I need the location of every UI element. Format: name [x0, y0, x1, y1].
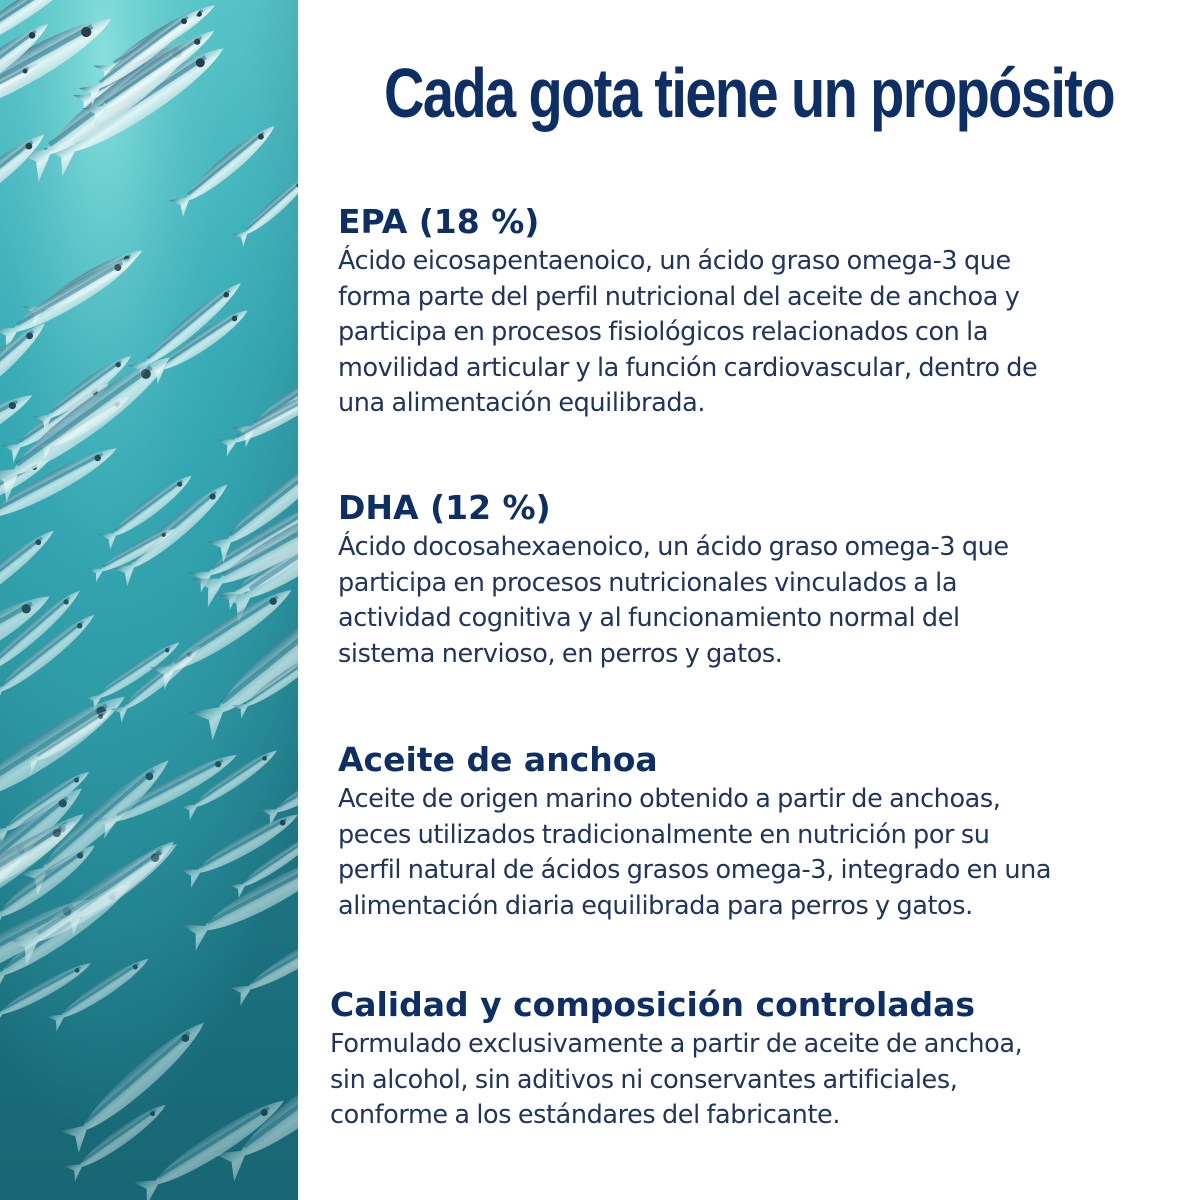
- section-anchovy-oil-line: peces utilizados tradicionalmente en nutrición por su: [338, 819, 990, 850]
- fish-school-photo: [0, 0, 298, 1200]
- section-epa-line: movilidad articular y la función cardiovascular, dentro de: [338, 352, 1038, 383]
- section-dha-line: sistema nervioso, en perros y gatos.: [338, 638, 783, 669]
- section-epa-text: [338, 244, 1037, 422]
- section-epa-line: forma parte del perfil nutricional del aceite de anchoa y: [338, 281, 1020, 312]
- fish-school-illustration: [0, 0, 298, 1200]
- section-dha-line: actividad cognitiva y al funcionamiento normal del: [338, 603, 960, 633]
- headline: Cada gota tiene un propósito: [384, 54, 1114, 132]
- section-dha-title: DHA (12 %): [338, 488, 551, 527]
- section-anchovy-oil-line: alimentación diaria equilibrada para perros y gatos.: [338, 890, 973, 921]
- section-dha-line: participa en procesos nutricionales vinculados a la: [338, 567, 958, 598]
- section-epa-title: EPA (18 %): [338, 202, 540, 241]
- section-epa-line: Ácido eicosapentaenoico, un ácido graso omega-3 que: [338, 246, 1011, 276]
- section-epa-line: una alimentación equilibrada.: [338, 388, 706, 418]
- section-quality-title: Calidad y composición controladas: [330, 985, 976, 1024]
- section-epa: [338, 202, 1037, 422]
- section-epa-line: participa en procesos fisiológicos relacionados con la: [338, 317, 989, 347]
- section-quality-text: [330, 1027, 1022, 1134]
- section-anchovy-oil-title: Aceite de anchoa: [338, 740, 658, 779]
- section-dha-text: [338, 530, 1009, 672]
- section-anchovy-oil-line: perfil natural de ácidos grasos omega-3, integrado en una: [338, 855, 1052, 885]
- section-dha: [338, 488, 1009, 672]
- section-anchovy-oil-text: [338, 782, 1051, 924]
- section-quality-line: conforme a los estándares del fabricante.: [330, 1100, 841, 1130]
- section-quality-line: sin alcohol, sin aditivos ni conservantes artificiales,: [330, 1064, 958, 1095]
- section-anchovy-oil-line: Aceite de origen marino obtenido a partir de anchoas,: [338, 784, 1001, 814]
- section-anchovy-oil: [338, 740, 1051, 924]
- section-dha-line: Ácido docosahexaenoico, un ácido graso omega-3 que: [338, 532, 1009, 562]
- section-quality: [330, 985, 1022, 1134]
- section-quality-line: Formulado exclusivamente a partir de aceite de anchoa,: [330, 1029, 1023, 1059]
